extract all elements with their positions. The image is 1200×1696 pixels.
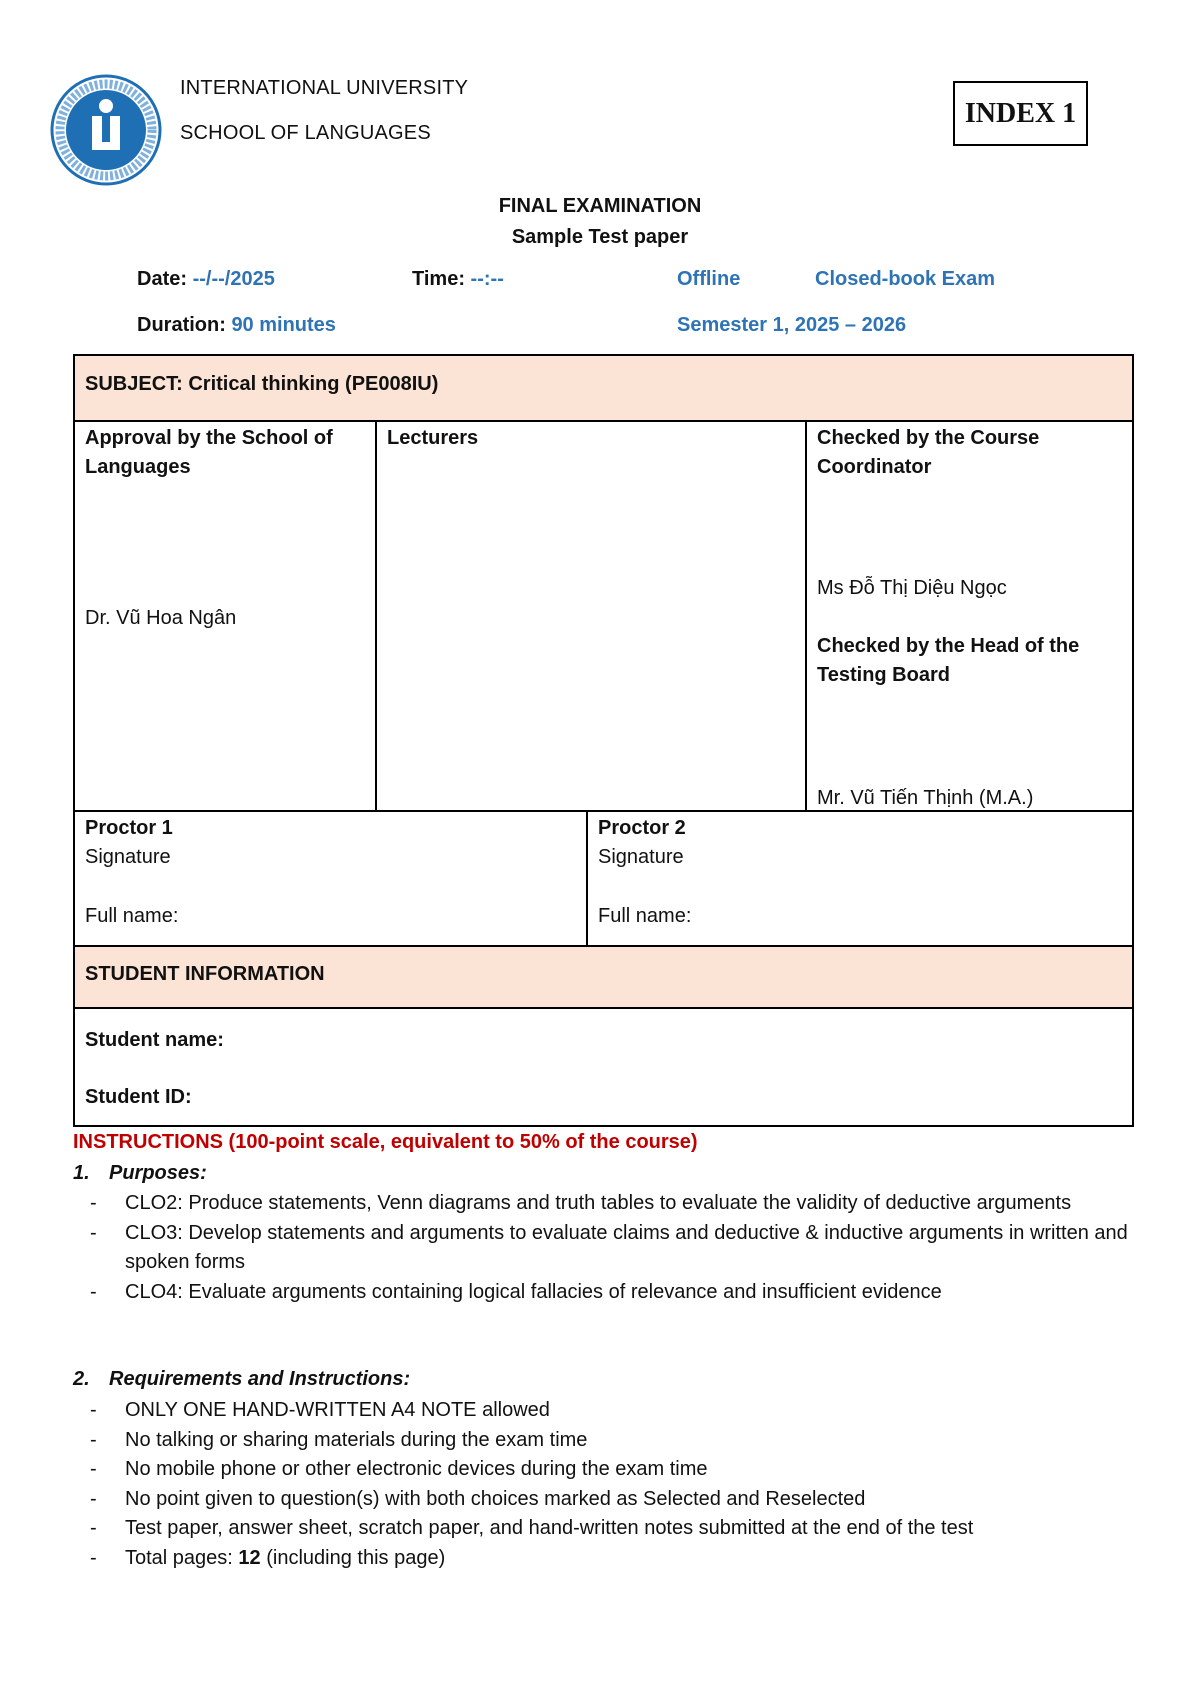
list-item: - Test paper, answer sheet, scratch paper, and hand-written notes submitted at the end of the test — [90, 1514, 1140, 1544]
time-label: Time: — [412, 268, 471, 290]
instructions-title: INSTRUCTIONS (100-point scale, equivalent to 50% of the course) — [73, 1131, 698, 1153]
approval-label: Approval by the School of Languages — [85, 427, 333, 478]
student-name-label: Student name: — [85, 1029, 224, 1051]
semester: Semester 1, 2025 – 2026 — [677, 314, 907, 336]
date-value: --/--/2025 — [192, 268, 275, 290]
purposes-heading: 1. Purposes: — [73, 1162, 207, 1184]
requirements-heading: 2. Requirements and Instructions: — [73, 1368, 411, 1390]
proctor-2-block — [598, 814, 691, 931]
proctor-1-block — [85, 814, 178, 931]
head-label: Checked by the Head of the Testing Board — [817, 635, 1080, 686]
list-item: - CLO4: Evaluate arguments containing logical fallacies of relevance and insufficient evidence — [90, 1278, 1140, 1308]
time-field — [412, 268, 504, 291]
requirements-list — [90, 1396, 1140, 1573]
time-value: --:-- — [470, 268, 504, 290]
exam-mode: Offline — [677, 268, 741, 290]
subject: SUBJECT: Critical thinking (PE008IU) — [85, 373, 439, 395]
coordinator-name: Ms Đỗ Thị Diệu Ngọc — [817, 577, 1007, 599]
proctor-1-fullname: Full name: — [85, 905, 179, 927]
lecturers-label: Lecturers — [387, 427, 479, 449]
coordinator-label: Checked by the Course Coordinator — [817, 427, 1040, 478]
proctor-2-label: Proctor 2 — [598, 817, 686, 839]
date-field — [137, 268, 275, 291]
exam-info-table — [73, 354, 1134, 1127]
total-pages: - Total pages: 12 (including this page) — [90, 1544, 1140, 1574]
proctor-1-label: Proctor 1 — [85, 817, 173, 839]
proctor-2-signature: Signature — [598, 846, 684, 868]
index-label: INDEX 1 — [953, 81, 1088, 146]
school-name: SCHOOL OF LANGUAGES — [180, 122, 431, 144]
date-label: Date: — [137, 268, 193, 290]
duration-label: Duration: — [137, 314, 232, 336]
approval-name: Dr. Vũ Hoa Ngân — [85, 607, 237, 629]
list-item: - No talking or sharing materials during the exam time — [90, 1426, 1140, 1456]
proctor-1-signature: Signature — [85, 846, 171, 868]
list-item: - No mobile phone or other electronic devices during the exam time — [90, 1455, 1140, 1485]
purposes-list — [90, 1189, 1140, 1307]
list-item: - CLO3: Develop statements and arguments to evaluate claims and deductive & inductive arguments in written and spoken forms — [90, 1219, 1140, 1278]
exam-subtitle: Sample Test paper — [511, 226, 689, 248]
list-item: - No point given to question(s) with both choices marked as Selected and Reselected — [90, 1485, 1140, 1515]
student-id-label: Student ID: — [85, 1086, 192, 1108]
head-name: Mr. Vũ Tiến Thịnh (M.A.) — [817, 787, 1034, 809]
exam-title: FINAL EXAMINATION — [498, 195, 702, 217]
list-item: - ONLY ONE HAND-WRITTEN A4 NOTE allowed — [90, 1396, 1140, 1426]
university-seal-icon — [50, 74, 162, 186]
exam-type: Closed-book Exam — [815, 268, 996, 290]
duration-value: 90 minutes — [231, 314, 336, 336]
student-info-label: STUDENT INFORMATION — [85, 963, 325, 985]
list-item: - CLO2: Produce statements, Venn diagrams and truth tables to evaluate the validity of deductive arguments — [90, 1189, 1140, 1219]
duration-field — [137, 314, 336, 337]
university-name: INTERNATIONAL UNIVERSITY — [180, 77, 469, 99]
proctor-2-fullname: Full name: — [598, 905, 692, 927]
